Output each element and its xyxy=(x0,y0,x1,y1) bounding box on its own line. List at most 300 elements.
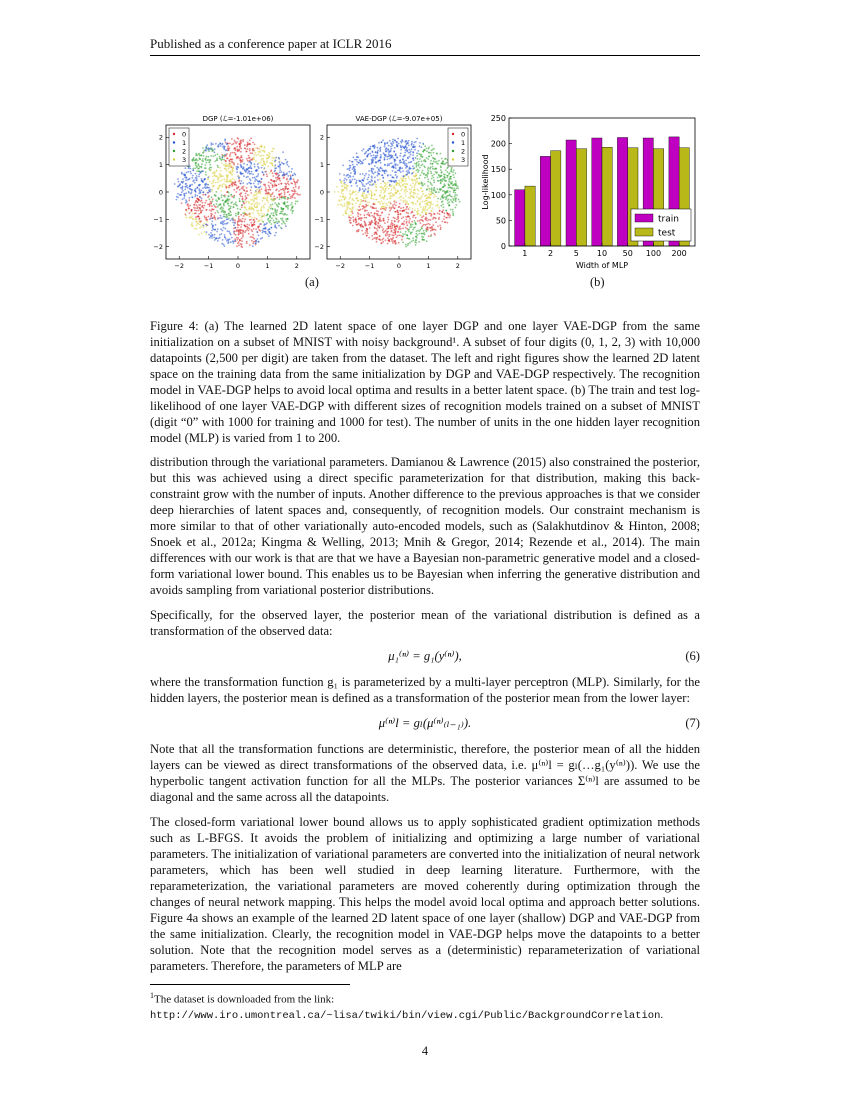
y-tick-label: −1 xyxy=(153,215,163,224)
scatter-point xyxy=(370,206,372,208)
scatter-point xyxy=(267,209,269,211)
scatter-point xyxy=(242,200,244,202)
scatter-point xyxy=(229,210,231,212)
scatter-point xyxy=(254,166,256,168)
scatter-point xyxy=(219,237,221,239)
scatter-point xyxy=(385,188,387,190)
scatter-point xyxy=(404,192,406,194)
scatter-point xyxy=(453,174,455,176)
scatter-point xyxy=(201,197,203,199)
scatter-dgp-title: DGP (ℒ=-1.01e+06) xyxy=(202,115,274,123)
scatter-point xyxy=(222,199,224,201)
scatter-point xyxy=(362,200,364,202)
scatter-point xyxy=(362,208,364,210)
scatter-point xyxy=(451,196,453,198)
scatter-point xyxy=(455,183,457,185)
scatter-point xyxy=(409,197,411,199)
scatter-point xyxy=(420,174,422,176)
scatter-point xyxy=(299,194,301,196)
scatter-point xyxy=(365,196,367,198)
scatter-point xyxy=(225,186,227,188)
scatter-point xyxy=(211,205,213,207)
scatter-point xyxy=(414,215,416,217)
scatter-point xyxy=(190,168,192,170)
scatter-point xyxy=(225,142,227,144)
scatter-point xyxy=(248,230,250,232)
y-tick-label: 100 xyxy=(490,190,506,200)
scatter-point xyxy=(261,188,263,190)
scatter-point xyxy=(415,182,417,184)
scatter-point xyxy=(255,242,257,244)
scatter-point xyxy=(379,220,381,222)
scatter-point xyxy=(395,236,397,238)
scatter-point xyxy=(215,219,217,221)
figure-4 xyxy=(150,105,700,305)
footnote-url[interactable]: http://www.iro.umontreal.ca/~lisa/twiki/bin/view.cgi/Public/BackgroundCorrelation xyxy=(150,1009,661,1022)
scatter-point xyxy=(238,241,240,243)
scatter-point xyxy=(380,186,382,188)
scatter-point xyxy=(443,206,445,208)
scatter-point xyxy=(398,183,400,185)
x-tick-label: −2 xyxy=(174,262,185,270)
scatter-point xyxy=(441,180,443,182)
scatter-point xyxy=(240,139,242,141)
scatter-point xyxy=(257,204,259,206)
scatter-point xyxy=(358,218,360,220)
scatter-point xyxy=(176,199,178,201)
scatter-point xyxy=(251,224,253,226)
scatter-point xyxy=(282,218,284,220)
scatter-point xyxy=(237,211,239,213)
scatter-point xyxy=(411,186,413,188)
y-tick-label: 0 xyxy=(500,242,506,251)
scatter-point xyxy=(210,142,212,144)
scatter-point xyxy=(252,199,254,201)
y-tick-label: 0 xyxy=(158,188,163,197)
scatter-point xyxy=(378,173,380,175)
scatter-point xyxy=(224,194,226,196)
scatter-point xyxy=(189,212,191,214)
scatter-point xyxy=(450,199,452,201)
scatter-point xyxy=(245,148,247,150)
scatter-point xyxy=(389,210,391,212)
scatter-point xyxy=(400,228,402,230)
scatter-point xyxy=(219,184,221,186)
scatter-point xyxy=(232,178,234,180)
scatter-point xyxy=(385,155,387,157)
scatter-point xyxy=(344,203,346,205)
scatter-point xyxy=(414,187,416,189)
scatter-point xyxy=(371,160,373,162)
scatter-point xyxy=(344,184,346,186)
paragraph-3: where the transformation function g₁ is parameterized by a multi-layer perceptron (MLP). Similarly, for the hidden layers, the posterior mean is defined as a transformation of the posterior mean from the lower layer: xyxy=(150,675,700,705)
scatter-point xyxy=(284,183,286,185)
scatter-point xyxy=(276,219,278,221)
scatter-point xyxy=(376,237,378,239)
scatter-point xyxy=(450,183,452,185)
legend-marker xyxy=(173,141,175,143)
scatter-point xyxy=(191,216,193,218)
scatter-point xyxy=(359,173,361,175)
scatter-point xyxy=(392,204,394,206)
scatter-point xyxy=(273,199,275,201)
scatter-point xyxy=(194,189,196,191)
scatter-point xyxy=(417,150,419,152)
scatter-point xyxy=(418,161,420,163)
scatter-point xyxy=(245,199,247,201)
scatter-point xyxy=(360,163,362,165)
scatter-point xyxy=(365,204,367,206)
scatter-point xyxy=(396,176,398,178)
scatter-point xyxy=(339,196,341,198)
scatter-point xyxy=(337,204,339,206)
scatter-point xyxy=(205,194,207,196)
scatter-point xyxy=(294,189,296,191)
scatter-point xyxy=(412,202,414,204)
scatter-point xyxy=(420,202,422,204)
scatter-point xyxy=(252,212,254,214)
scatter-point xyxy=(429,190,431,192)
scatter-point xyxy=(376,241,378,243)
scatter-point xyxy=(210,203,212,205)
scatter-point xyxy=(432,168,434,170)
scatter-point xyxy=(377,147,379,149)
scatter-point xyxy=(276,174,278,176)
scatter-point xyxy=(253,238,255,240)
scatter-point xyxy=(447,166,449,168)
scatter-point xyxy=(455,207,457,209)
scatter-point xyxy=(414,185,416,187)
scatter-point xyxy=(382,231,384,233)
scatter-point xyxy=(198,170,200,172)
scatter-point xyxy=(405,178,407,180)
scatter-point xyxy=(261,206,263,208)
scatter-point xyxy=(269,188,271,190)
scatter-point xyxy=(224,138,226,140)
scatter-point xyxy=(293,180,295,182)
scatter-point xyxy=(246,241,248,243)
scatter-point xyxy=(392,145,394,147)
scatter-point xyxy=(237,138,239,140)
scatter-point xyxy=(211,191,213,193)
legend-label: 0 xyxy=(461,130,466,139)
x-tick-label: 1 xyxy=(426,262,431,270)
scatter-point xyxy=(229,208,231,210)
scatter-point xyxy=(266,173,268,175)
scatter-point xyxy=(428,187,430,189)
scatter-point xyxy=(257,206,259,208)
scatter-point xyxy=(418,177,420,179)
scatter-point xyxy=(359,204,361,206)
scatter-point xyxy=(260,208,262,210)
scatter-point xyxy=(188,199,190,201)
scatter-point xyxy=(343,196,345,198)
scatter-point xyxy=(248,224,250,226)
scatter-point xyxy=(440,227,442,229)
scatter-point xyxy=(356,161,358,163)
bar-train xyxy=(540,156,550,246)
scatter-point xyxy=(396,141,398,143)
scatter-point xyxy=(424,210,426,212)
scatter-point xyxy=(386,186,388,188)
footnote xyxy=(150,988,700,1024)
x-tick-label: −1 xyxy=(364,262,375,270)
scatter-point xyxy=(254,144,256,146)
scatter-point xyxy=(261,164,263,166)
scatter-point xyxy=(338,191,340,193)
scatter-point xyxy=(357,200,359,202)
scatter-point xyxy=(411,141,413,143)
scatter-point xyxy=(181,202,183,204)
scatter-point xyxy=(365,188,367,190)
scatter-dgp-legend xyxy=(169,128,189,166)
x-tick-label: 5 xyxy=(573,249,579,258)
scatter-point xyxy=(433,160,435,162)
scatter-point xyxy=(198,210,200,212)
scatter-point xyxy=(406,222,408,224)
scatter-point xyxy=(444,176,446,178)
scatter-point xyxy=(181,172,183,174)
scatter-point xyxy=(240,183,242,185)
scatter-point xyxy=(279,167,281,169)
scatter-point xyxy=(401,167,403,169)
scatter-point xyxy=(423,173,425,175)
scatter-point xyxy=(276,209,278,211)
scatter-point xyxy=(249,216,251,218)
scatter-point xyxy=(279,180,281,182)
scatter-point xyxy=(271,180,273,182)
scatter-point xyxy=(258,167,260,169)
scatter-point xyxy=(390,226,392,228)
scatter-point xyxy=(416,162,418,164)
equation-6-number: (6) xyxy=(685,649,700,663)
scatter-point xyxy=(214,154,216,156)
scatter-point xyxy=(339,173,341,175)
scatter-point xyxy=(382,206,384,208)
scatter-point xyxy=(391,185,393,187)
scatter-point xyxy=(435,167,437,169)
scatter-point xyxy=(231,196,233,198)
scatter-point xyxy=(404,202,406,204)
scatter-point xyxy=(363,177,365,179)
scatter-point xyxy=(430,152,432,154)
scatter-point xyxy=(268,182,270,184)
scatter-point xyxy=(252,243,254,245)
scatter-point xyxy=(206,231,208,233)
scatter-point xyxy=(265,171,267,173)
scatter-point xyxy=(177,193,179,195)
scatter-point xyxy=(256,218,258,220)
scatter-point xyxy=(412,152,414,154)
legend-label: 3 xyxy=(461,155,466,164)
scatter-point xyxy=(379,225,381,227)
scatter-point xyxy=(382,208,384,210)
scatter-point xyxy=(271,208,273,210)
scatter-point xyxy=(223,178,225,180)
scatter-point xyxy=(431,189,433,191)
scatter-point xyxy=(198,176,200,178)
scatter-point xyxy=(431,175,433,177)
scatter-point xyxy=(341,204,343,206)
scatter-point xyxy=(428,170,430,172)
scatter-point xyxy=(203,155,205,157)
scatter-point xyxy=(250,180,252,182)
scatter-point xyxy=(287,161,289,163)
scatter-point xyxy=(391,231,393,233)
scatter-point xyxy=(263,160,265,162)
scatter-point xyxy=(353,170,355,172)
scatter-point xyxy=(431,210,433,212)
scatter-point xyxy=(398,197,400,199)
scatter-point xyxy=(205,158,207,160)
scatter-point xyxy=(392,170,394,172)
scatter-point xyxy=(368,174,370,176)
scatter-point xyxy=(275,232,277,234)
scatter-point xyxy=(192,170,194,172)
scatter-point xyxy=(235,215,237,217)
scatter-point xyxy=(408,145,410,147)
scatter-point xyxy=(204,186,206,188)
bar-test xyxy=(602,147,612,246)
scatter-point xyxy=(227,198,229,200)
scatter-point xyxy=(393,185,395,187)
scatter-point xyxy=(248,170,250,172)
scatter-point xyxy=(294,174,296,176)
scatter-point xyxy=(404,199,406,201)
scatter-point xyxy=(349,208,351,210)
scatter-point xyxy=(421,228,423,230)
scatter-point xyxy=(346,175,348,177)
scatter-point xyxy=(426,148,428,150)
scatter-point xyxy=(183,197,185,199)
scatter-point xyxy=(230,152,232,154)
scatter-point xyxy=(397,164,399,166)
bar-train xyxy=(617,138,627,247)
scatter-point xyxy=(207,159,209,161)
scatter-point xyxy=(419,154,421,156)
scatter-point xyxy=(382,181,384,183)
scatter-point xyxy=(431,228,433,230)
scatter-point xyxy=(361,150,363,152)
scatter-point xyxy=(395,205,397,207)
scatter-point xyxy=(189,205,191,207)
scatter-point xyxy=(374,193,376,195)
scatter-point xyxy=(394,139,396,141)
scatter-point xyxy=(238,213,240,215)
scatter-point xyxy=(406,150,408,152)
scatter-point xyxy=(428,193,430,195)
scatter-point xyxy=(367,149,369,151)
scatter-point xyxy=(285,205,287,207)
scatter-point xyxy=(400,190,402,192)
scatter-point xyxy=(357,215,359,217)
scatter-point xyxy=(416,138,418,140)
scatter-point xyxy=(393,201,395,203)
scatter-point xyxy=(263,228,265,230)
scatter-point xyxy=(265,193,267,195)
scatter-point xyxy=(259,230,261,232)
scatter-point xyxy=(287,208,289,210)
scatter-point xyxy=(342,214,344,216)
scatter-point xyxy=(351,161,353,163)
scatter-point xyxy=(392,238,394,240)
scatter-point xyxy=(228,171,230,173)
scatter-point xyxy=(229,147,231,149)
scatter-point xyxy=(239,189,241,191)
scatter-point xyxy=(219,234,221,236)
scatter-point xyxy=(430,160,432,162)
scatter-point xyxy=(205,185,207,187)
scatter-point xyxy=(428,148,430,150)
scatter-point xyxy=(377,230,379,232)
scatter-point xyxy=(256,210,258,212)
scatter-point xyxy=(388,145,390,147)
scatter-point xyxy=(373,237,375,239)
scatter-point xyxy=(270,208,272,210)
scatter-point xyxy=(237,163,239,165)
scatter-point xyxy=(459,201,461,203)
scatter-point xyxy=(385,149,387,151)
scatter-point xyxy=(405,187,407,189)
scatter-point xyxy=(415,242,417,244)
scatter-point xyxy=(401,239,403,241)
scatter-point xyxy=(208,150,210,152)
scatter-point xyxy=(357,223,359,225)
scatter-point xyxy=(402,241,404,243)
scatter-point xyxy=(217,188,219,190)
scatter-point xyxy=(378,238,380,240)
scatter-point xyxy=(231,201,233,203)
scatter-point xyxy=(436,161,438,163)
scatter-point xyxy=(210,144,212,146)
scatter-point xyxy=(347,174,349,176)
scatter-point xyxy=(379,178,381,180)
scatter-point xyxy=(406,224,408,226)
scatter-point xyxy=(239,193,241,195)
scatter-point xyxy=(202,205,204,207)
scatter-point xyxy=(199,218,201,220)
scatter-point xyxy=(231,237,233,239)
scatter-point xyxy=(431,154,433,156)
scatter-point xyxy=(197,201,199,203)
scatter-point xyxy=(241,161,243,163)
scatter-point xyxy=(227,239,229,241)
scatter-point xyxy=(205,171,207,173)
scatter-point xyxy=(192,180,194,182)
scatter-point xyxy=(190,209,192,211)
scatter-point xyxy=(378,201,380,203)
scatter-point xyxy=(188,179,190,181)
scatter-point xyxy=(202,202,204,204)
scatter-point xyxy=(215,224,217,226)
scatter-point xyxy=(445,180,447,182)
scatter-point xyxy=(377,175,379,177)
scatter-point xyxy=(223,183,225,185)
scatter-point xyxy=(263,215,265,217)
scatter-point xyxy=(249,173,251,175)
scatter-point xyxy=(256,189,258,191)
scatter-point xyxy=(352,179,354,181)
scatter-point xyxy=(439,225,441,227)
scatter-point xyxy=(247,148,249,150)
scatter-point xyxy=(208,234,210,236)
scatter-point xyxy=(400,147,402,149)
scatter-point xyxy=(412,157,414,159)
scatter-point xyxy=(198,153,200,155)
scatter-point xyxy=(238,234,240,236)
scatter-point xyxy=(422,182,424,184)
scatter-point xyxy=(444,193,446,195)
